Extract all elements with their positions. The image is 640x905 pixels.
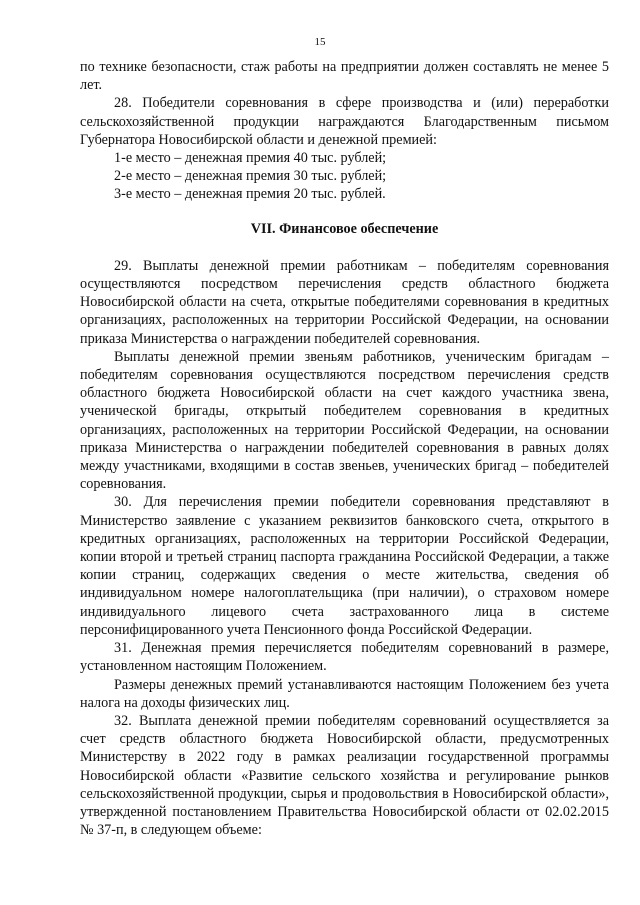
- prize-first-place: 1-е место – денежная премия 40 тыс. рублей;: [114, 150, 387, 167]
- document-body: [80, 58, 609, 839]
- paragraph-prize-sizes: Размеры денежных премий устанавливаются настоящим Положением без учета налога на доходы физических лиц.: [80, 676, 609, 711]
- prize-second-place: 2-е место – денежная премия 30 тыс. рублей;: [114, 168, 387, 185]
- paragraph-item-31: 31. Денежная премия перечисляется победителям соревнований в размере, установленном настоящим Положением.: [80, 640, 609, 675]
- paragraph-team-payments: Выплаты денежной премии звеньям работников, ученическим бригадам – победителям соревнования осуществляются посредством перечисления средств областного бюджета Новосибирской области на счет каждого участника звена, ученической бригады, открытый победителем соревнования в кредитных организациях, расположенных на территории Российской Федерации, на основании приказа Министерства о награждении победителей соревнования в равных долях между участниками, входящими в состав звеньев, ученических бригад – победителей соревнования.: [80, 348, 609, 493]
- section-heading: VII. Финансовое обеспечение: [250, 220, 439, 237]
- paragraph-continuation: по технике безопасности, стаж работы на предприятии должен составлять не менее 5 лет.: [80, 59, 609, 94]
- page-number: 15: [314, 36, 326, 48]
- paragraph-item-28: 28. Победители соревнования в сфере производства и (или) переработки сельскохозяйственной продукции награждаются Благодарственным письмом Губернатора Новосибирской области и денежной премией:: [80, 95, 609, 148]
- paragraph-item-32: 32. Выплата денежной премии победителям соревнований осуществляется за счет средств областного бюджета Новосибирской области, предусмотренных Министерству в 2022 году в рамках реализации государственной программы Новосибирской области «Развитие сельского хозяйства и регулирование рынков сельскохозяйственной продукции, сырья и продовольствия в Новосибирской области», утвержденной постановлением Правительства Новосибирской области от 02.02.2015 № 37-п, в следующем объеме:: [80, 712, 609, 839]
- prize-third-place: 3-е место – денежная премия 20 тыс. рублей.: [114, 186, 386, 203]
- paragraph-item-30: 30. Для перечисления премии победители соревнования представляют в Министерство заявление с указанием реквизитов банковского счета, открытого в кредитных организациях, расположенных на территории Российской Федерации, копии второй и третьей страниц паспорта гражданина Российской Федерации, а также копии страниц, содержащих сведения о месте жительства, сведения об индивидуальном номере налогоплательщика (при наличии), о страховом номере индивидуального лицевого счета застрахованного лица в системе персонифицированного учета Пенсионного фонда Российской Федерации.: [80, 494, 609, 638]
- paragraph-item-29: 29. Выплаты денежной премии работникам – победителям соревнования осуществляются посредством перечисления средств областного бюджета Новосибирской области на счета, открытые победителями соревнования в кредитных организациях, расположенных на территории Российской Федерации, на основании приказа Министерства о награждении победителей соревнования.: [80, 257, 609, 347]
